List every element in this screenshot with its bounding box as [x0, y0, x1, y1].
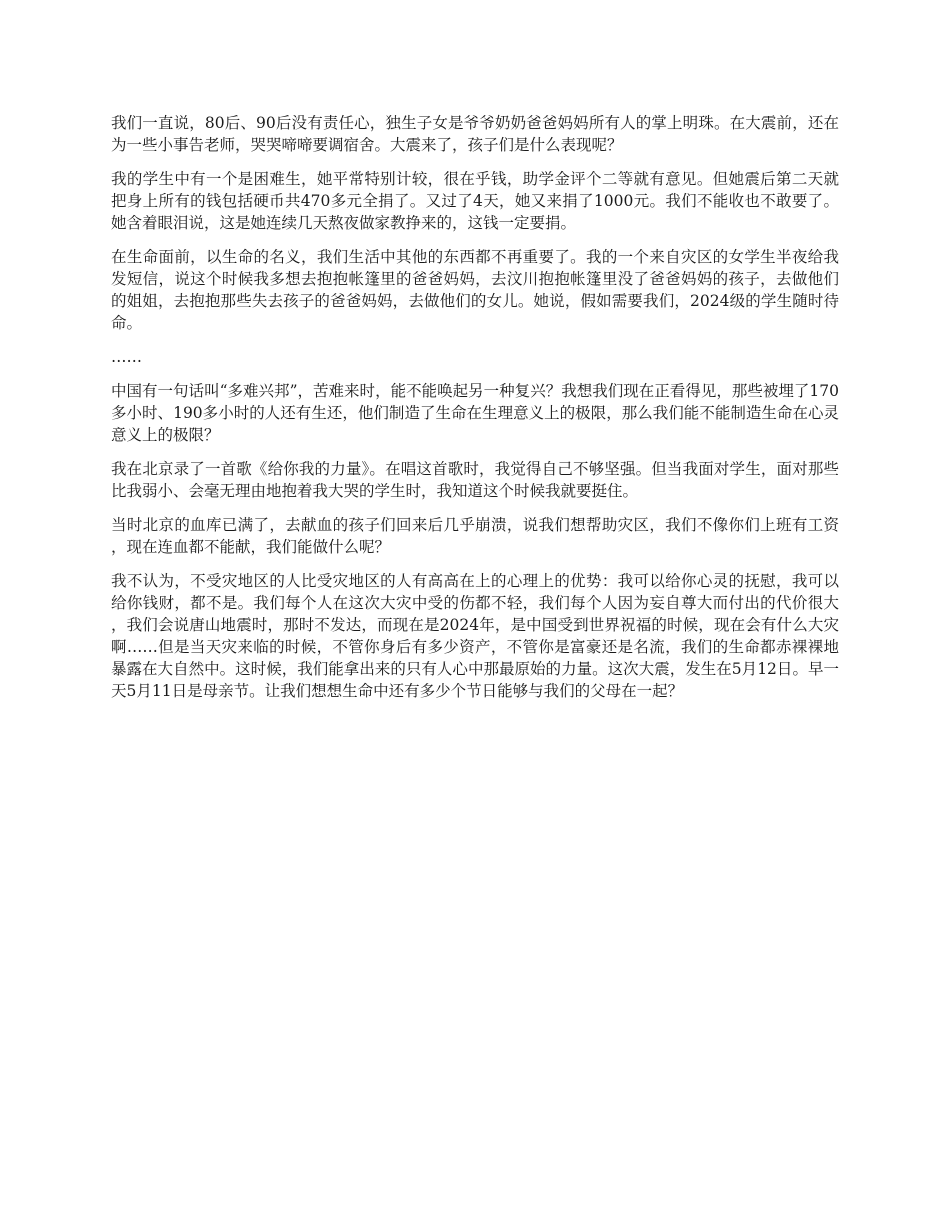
paragraph-4: 中国有一句话叫“多难兴邦”，苦难来时，能不能唤起另一种复兴？我想我们现在正看得见，那些被埋了170多小时、190多小时的人还有生还，他们制造了生命在生理意义上的极限，那么我们能不能制造生命在心灵意义上的极限？ — [111, 382, 839, 444]
paragraph-7: 我不认为，不受灾地区的人比受灾地区的人有高高在上的心理上的优势：我可以给你心灵的抚慰，我可以给你钱财，都不是。我们每个人在这次大灾中受的伤都不轻，我们每个人因为妄自尊大而付出的代价很大，我们会说唐山地震时，那时不发达，而现在是2024年，是中国受到世界祝福的时候，现在会有什么大灾啊……但是当天灾来临的时候，不管你身后有多少资产，不管你是富豪还是名流，我们的生命都赤裸裸地暴露在大自然中。这时候，我们能拿出来的只有人心中那最原始的力量。这次大震，发生在5月12日。早一天5月11日是母亲节。让我们想想生命中还有多少个节日能够与我们的父母在一起？ — [111, 572, 839, 700]
paragraph-1: 我们一直说，80后、90后没有责任心，独生子女是爷爷奶奶爸爸妈妈所有人的掌上明珠。在大震前，还在为一些小事告老师，哭哭啼啼要调宿舍。大震来了，孩子们是什么表现呢？ — [111, 114, 839, 154]
paragraph-2: 我的学生中有一个是困难生，她平常特别计较，很在乎钱，助学金评个二等就有意见。但她震后第二天就把身上所有的钱包括硬币共470多元全捐了。又过了4天，她又来捐了1000元。我们不能收也不敢要了。她含着眼泪说，这是她连续几天熬夜做家教挣来的，这钱一定要捐。 — [111, 170, 839, 232]
paragraph-5: 我在北京录了一首歌《给你我的力量》。在唱这首歌时，我觉得自己不够坚强。但当我面对学生，面对那些比我弱小、会毫无理由地抱着我大哭的学生时，我知道这个时候我就要挺住。 — [111, 460, 839, 500]
paragraph-3: 在生命面前，以生命的名义，我们生活中其他的东西都不再重要了。我的一个来自灾区的女学生半夜给我发短信，说这个时候我多想去抱抱帐篷里的爸爸妈妈，去汶川抱抱帐篷里没了爸爸妈妈的孩子，去做他们的姐姐，去抱抱那些失去孩子的爸爸妈妈，去做他们的女儿。她说，假如需要我们，2024级的学生随时待命。 — [111, 248, 839, 332]
paragraph-6: 当时北京的血库已满了，去献血的孩子们回来后几乎崩溃，说我们想帮助灾区，我们不像你们上班有工资，现在连血都不能献，我们能做什么呢？ — [111, 516, 839, 556]
document-body — [111, 112, 839, 714]
ellipsis-line: …… — [111, 348, 142, 366]
